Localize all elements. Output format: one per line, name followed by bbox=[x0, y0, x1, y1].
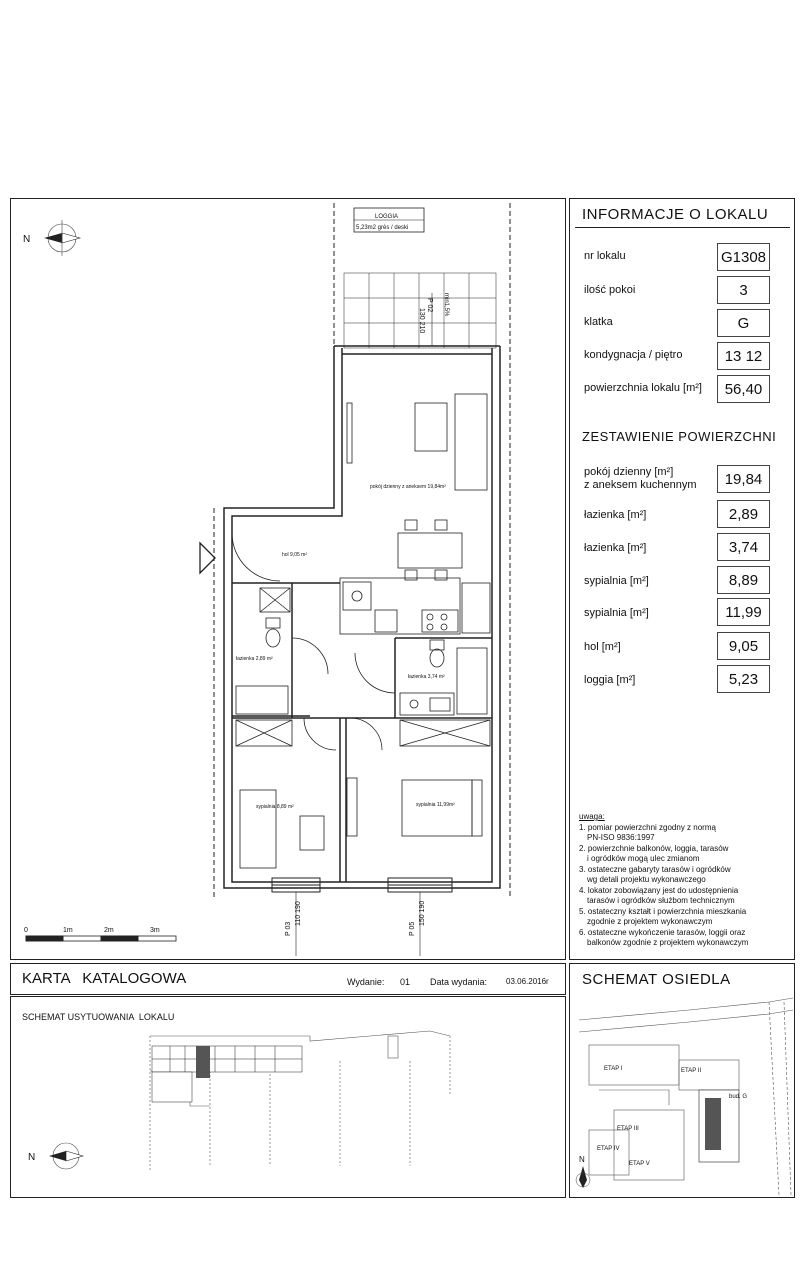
info-value-area: 56,40 bbox=[717, 375, 770, 403]
note-line: PN-ISO 9836:1997 bbox=[587, 833, 655, 842]
area-label-bath2: łazienka [m²] bbox=[584, 542, 647, 554]
loggia-outline bbox=[214, 203, 510, 898]
window-1-dims: 110 190 bbox=[295, 901, 302, 926]
scale-1m: 1m bbox=[63, 927, 73, 934]
area-label-bath1: łazienka [m²] bbox=[584, 509, 647, 521]
placement-title: SCHEMAT USYTUOWANIA LOKALU bbox=[22, 1012, 175, 1022]
edition-label: Wydanie: bbox=[347, 977, 385, 987]
window-2-dims: 150 190 bbox=[419, 900, 426, 926]
info-label-area: powierzchnia lokalu [m²] bbox=[584, 382, 702, 394]
area-value-loggia: 5,23 bbox=[717, 665, 770, 693]
site-schema bbox=[569, 990, 795, 1198]
window-1-label: P 03 bbox=[285, 921, 292, 936]
notes-block bbox=[579, 812, 748, 949]
windows-bottom bbox=[272, 878, 452, 892]
loggia-label: LOGGIA bbox=[375, 214, 399, 220]
note-line: 1. pomiar powierzchni zgodny z normą bbox=[579, 822, 716, 832]
note-line: tarasów i ogródków służbom technicznym bbox=[587, 896, 735, 905]
note-line: 3. ostateczne gabaryty tarasów i ogródków bbox=[579, 864, 731, 874]
area-label-bed2: sypialnia [m²] bbox=[584, 607, 649, 619]
catalog-title: KARTA KATALOGOWA bbox=[22, 970, 187, 987]
info-title-underline bbox=[575, 227, 790, 228]
info-value-staircase: G bbox=[717, 309, 770, 337]
info-label-rooms: ilość pokoi bbox=[584, 284, 636, 296]
area-value-bath2: 3,74 bbox=[717, 533, 770, 561]
compass-icon bbox=[44, 220, 80, 256]
scale-3m: 3m bbox=[150, 927, 160, 934]
room-bath2-label: łazienka 3,74 m² bbox=[408, 674, 445, 680]
flat-location-highlight bbox=[196, 1046, 210, 1078]
info-label-floor: kondygnacja / piętro bbox=[584, 349, 683, 361]
building-block bbox=[152, 1046, 302, 1102]
site-label: bud. G bbox=[729, 1094, 748, 1100]
site-label: ETAP III bbox=[617, 1126, 639, 1132]
area-label-loggia: loggia [m²] bbox=[584, 674, 636, 686]
window-top-label: P 02 bbox=[426, 298, 433, 313]
date-value: 03.06.2016r bbox=[506, 977, 549, 986]
info-value-flat-no: G1308 bbox=[717, 243, 770, 271]
info-value-floor: 13 12 bbox=[717, 342, 770, 370]
info-label-flat-no: nr lokalu bbox=[584, 250, 626, 262]
notes-title: uwaga: bbox=[579, 812, 605, 821]
area-label-living: pokój dzienny [m²] bbox=[584, 466, 674, 478]
bedroom-furniture bbox=[240, 778, 482, 868]
note-line: zgodnie z projektem wykonawczym bbox=[587, 917, 713, 926]
room-bath1-label: łazienka 2,89 m² bbox=[236, 656, 273, 662]
compass-n-label: N bbox=[23, 234, 31, 245]
note-line: i ogródków mogą ulec zmianom bbox=[587, 854, 700, 863]
entry-arrow-icon bbox=[200, 543, 215, 573]
area-label-living-2: z aneksem kuchennym bbox=[584, 479, 697, 491]
wardrobes bbox=[236, 720, 490, 746]
area-label-hall: hol [m²] bbox=[584, 641, 621, 653]
room-hall-label: hol 9,05 m² bbox=[282, 552, 308, 558]
room-bed1-label: sypialnia 8,89 m² bbox=[256, 804, 294, 810]
area-label-bed1: sypialnia [m²] bbox=[584, 575, 649, 587]
placement-compass-icon bbox=[49, 1143, 83, 1169]
room-bed2-label: sypialnia 11,99m² bbox=[416, 802, 455, 808]
scale-2m: 2m bbox=[104, 927, 114, 934]
area-value-living: 19,84 bbox=[717, 465, 770, 493]
area-value-bath1: 2,89 bbox=[717, 500, 770, 528]
window-top-dims: 130 210 bbox=[418, 308, 425, 334]
placement-compass-n: N bbox=[28, 1152, 36, 1163]
site-label: ETAP IV bbox=[597, 1146, 620, 1152]
site-flat-highlight bbox=[705, 1098, 721, 1150]
site-label: ETAP I bbox=[604, 1066, 623, 1072]
kitchen-units bbox=[340, 578, 490, 634]
note-line: balkonów zgodnie z projektem wykonawczym bbox=[587, 938, 749, 947]
site-compass-n: N bbox=[579, 1155, 585, 1164]
area-value-bed1: 8,89 bbox=[717, 566, 770, 594]
info-label-staircase: klatka bbox=[584, 316, 613, 328]
note-line: 5. ostateczny kształt i powierzchnia mieszkania bbox=[579, 906, 747, 916]
site-label: ETAP II bbox=[681, 1068, 702, 1074]
window-2-label: P 05 bbox=[409, 921, 416, 936]
floor-plan bbox=[10, 198, 566, 960]
window-leaders bbox=[296, 293, 432, 956]
date-label: Data wydania: bbox=[430, 977, 488, 987]
note-line: 4. lokator zobowiązany jest do udostępnienia bbox=[579, 885, 739, 895]
info-value-rooms: 3 bbox=[717, 276, 770, 304]
placement-schema bbox=[10, 996, 566, 1198]
area-value-bed2: 11,99 bbox=[717, 598, 770, 626]
note-line: wg detali projektu wykonawczego bbox=[587, 875, 706, 884]
info-title: INFORMACJE O LOKALU bbox=[582, 206, 769, 223]
edition-value: 01 bbox=[400, 977, 411, 987]
room-living-label: pokój dzienny z aneksem 19,84m² bbox=[370, 484, 446, 490]
site-schema-title: SCHEMAT OSIEDLA bbox=[582, 971, 731, 988]
loggia-area: 5,23m2 grès / deski bbox=[356, 225, 409, 231]
scale-bar bbox=[26, 936, 176, 941]
scale-0: 0 bbox=[24, 927, 28, 934]
site-label: ETAP V bbox=[629, 1161, 650, 1167]
bath1-fixtures bbox=[236, 588, 290, 714]
loggia-slope: min1,5% bbox=[443, 293, 449, 317]
area-value-hall: 9,05 bbox=[717, 632, 770, 660]
site-compass-icon bbox=[576, 1166, 590, 1188]
note-line: 6. ostateczne wykończenie tarasów, loggii oraz bbox=[579, 927, 746, 937]
areas-title: ZESTAWIENIE POWIERZCHNI bbox=[582, 429, 777, 444]
note-line: 2. powierzchnie balkonów, loggia, tarasów bbox=[579, 843, 729, 853]
